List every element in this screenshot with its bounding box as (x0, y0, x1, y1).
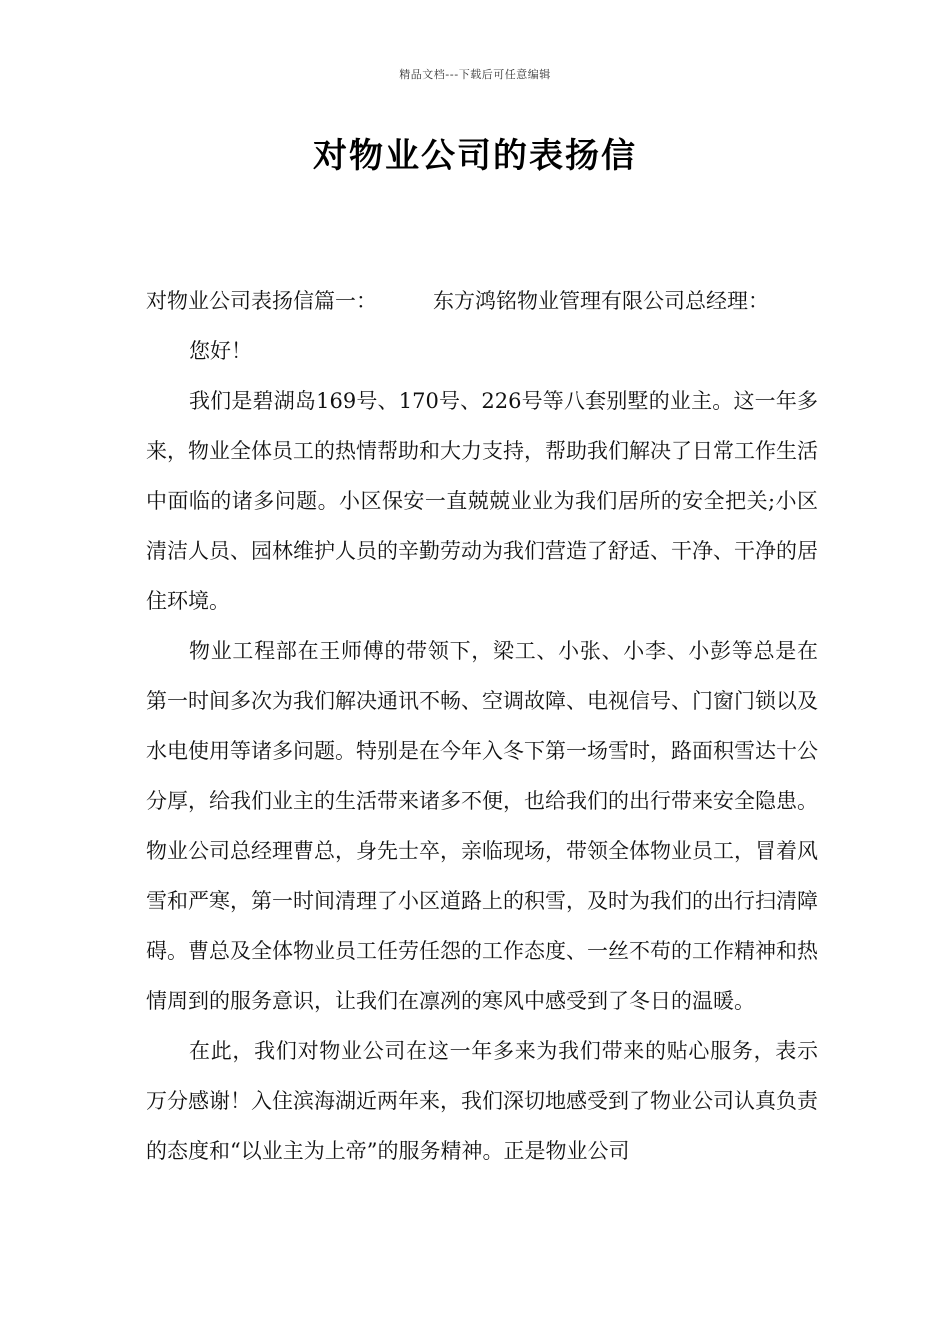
paragraph-1: 我们是碧湖岛169号、170号、226号等八套别墅的业主。这一年多来，物业全体员工的热情帮助和大力支持，帮助我们解决了日常工作生活中面临的诸多问题。小区保安一直兢兢业业为我们居所的安全把关;小区清洁人员、园林维护人员的辛勤劳动为我们营造了舒适、干净、干净的居住环境。 (146, 389, 818, 613)
paragraph-2: 物业工程部在王师傅的带领下，梁工、小张、小李、小彭等总是在第一时间多次为我们解决通讯不畅、空调故障、电视信号、门窗门锁以及水电使用等诸多问题。特别是在今年入冬下第一场雪时，路面积雪达十公分厚，给我们业主的生活带来诸多不便，也给我们的出行带来安全隐患。物业公司总经理曹总，身先士卒，亲临现场，带领全体物业员工，冒着风雪和严寒，第一时间清理了小区道路上的积雪，及时为我们的出行扫清障碍。曹总及全体物业员工任劳任怨的工作态度、一丝不苟的工作精神和热情周到的服务意识，让我们在凛冽的寒风中感受到了冬日的温暖。 (146, 639, 818, 1013)
intro-line (146, 276, 818, 326)
paragraph-3: 在此，我们对物业公司在这一年多来为我们带来的贴心服务，表示万分感谢！入住滨海湖近两年来，我们深切地感受到了物业公司认真负责的态度和“以业主为上帝”的服务精神。正是物业公司 (146, 1039, 818, 1163)
document-title: 对物业公司的表扬信 (313, 136, 637, 176)
greeting: 您好！ (189, 339, 252, 363)
letter-body (146, 276, 818, 1176)
header-note: 精品文档---下载后可任意编辑 (399, 68, 551, 81)
intro-label: 对物业公司表扬信篇一： (146, 289, 377, 313)
recipient-line: 东方鸿铭物业管理有限公司总经理： (433, 289, 769, 313)
